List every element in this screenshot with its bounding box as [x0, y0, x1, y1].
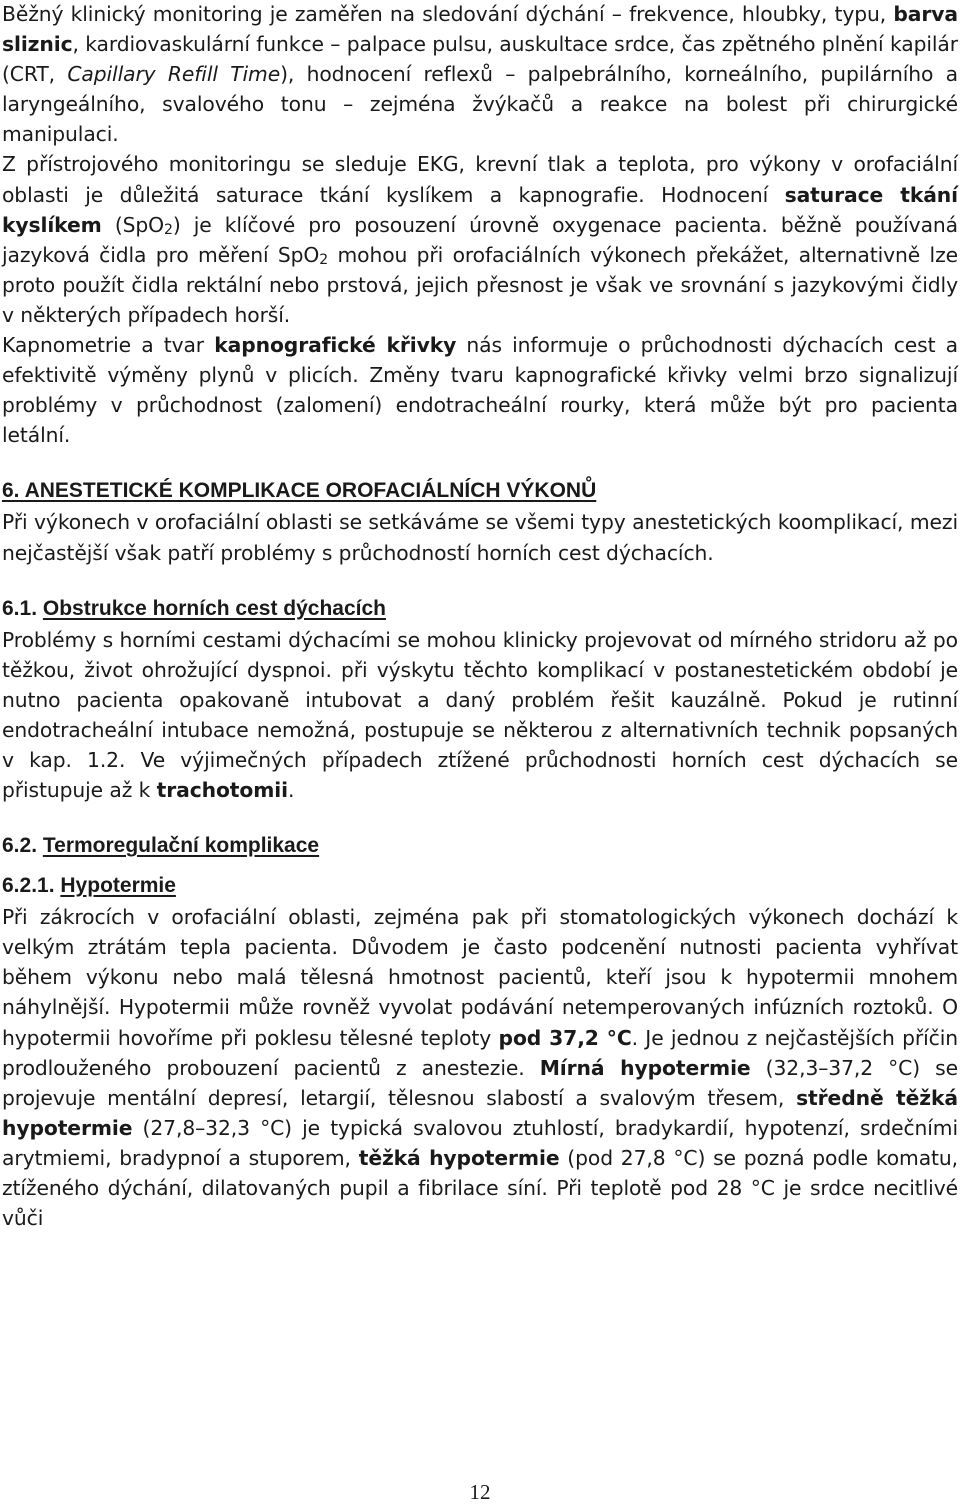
bold-term: středně těžká hypotermie	[2, 1085, 958, 1140]
italic-term: Capillary Refill Time	[67, 62, 281, 87]
text-run: .	[287, 778, 295, 803]
heading-number: 6.1.	[2, 596, 43, 620]
paragraph-clinical-monitoring	[2, 0, 958, 149]
text-run: (SpO	[101, 212, 165, 237]
heading-number: 6.2.1.	[2, 874, 61, 898]
paragraph-instrument-monitoring	[2, 149, 958, 330]
heading-title: Obstrukce horních cest dýchacích	[42, 596, 386, 620]
subscript: 2	[164, 221, 173, 238]
text-run: nás informuje o průchodnosti dýchacích cest a efektivitě výměny plynů v plicích. Změny tvaru kapnografické křivky velmi brzo signalizují problémy v průchodnost (zalomení) endotracheální rourky, která může být pro pacienta letální.	[2, 333, 958, 448]
bold-term: saturace tkání kyslíkem	[2, 182, 958, 237]
subscript: 2	[319, 251, 329, 268]
text-run: . Je jednou z nejčastějších příčin prodlouženého probouzení pacientů z anestezie.	[2, 1025, 958, 1080]
text-run: ), hodnocení reflexů – palpebrálního, korneálního, pupilárního a laryngeálního, svalového tonu – zejména žvýkačů a reakce na bolest při chirurgické manipulaci.	[2, 62, 958, 147]
text-run: (32,3–37,2 °C) se projevuje mentální depresí, letargií, tělesnou slabostí a svalovým třesem,	[2, 1055, 958, 1110]
document-page	[2, 0, 958, 1233]
bold-term: pod 37,2 °C	[498, 1025, 632, 1050]
text-run: (27,8–32,3 °C) je typická svalovou ztuhlostí, bradykardií, hypotenzí, srdečními arytmiemi, bradypnoí a stuporem,	[2, 1115, 958, 1170]
text-run: , kardiovaskulární funkce – palpace pulsu, auskultace srdce, čas zpětného plnění kapilár (CRT,	[2, 32, 958, 87]
heading-title: Hypotermie	[60, 874, 176, 898]
heading-title: Termoregulační komplikace	[42, 834, 320, 858]
bold-term: kapnografické křivky	[214, 333, 457, 358]
paragraph-capnometry	[2, 330, 958, 450]
bold-term: Mírná hypotermie	[539, 1055, 751, 1080]
text-run: Z přístrojového monitoringu se sleduje EKG, krevní tlak a teplota, pro výkony v orofaciální oblasti je důležitá saturace tkání kyslíkem a kapnografie. Hodnocení	[2, 152, 958, 207]
text-run: Běžný klinický monitoring je zaměřen na sledování dýchání – frekvence, hloubky, typu,	[2, 2, 894, 26]
text-run: mohou při orofaciálních výkonech překážet, alternativně lze proto použít čidla rektální nebo prstová, jejich přesnost je však ve srovnání s jazykovými čidly v některých případech horší.	[2, 242, 958, 327]
bold-term: barva sliznic	[2, 2, 958, 57]
bold-term: těžká hypotermie	[358, 1145, 560, 1170]
bold-term: trachotomii	[156, 778, 288, 803]
page-number: 12	[469, 1480, 491, 1504]
heading-number: 6.2.	[2, 834, 43, 858]
paragraph-section-6-1	[2, 625, 958, 806]
section-heading-6: 6. ANESTETICKÉ KOMPLIKACE OROFACIÁLNÍCH VÝKONŮ	[2, 479, 597, 503]
paragraph-section-6-2-1	[2, 902, 958, 1233]
section-heading-6-2-1	[2, 870, 958, 902]
text-run: Při zákrocích v orofaciální oblasti, zejména pak při stomatologických výkonech dochází k velkým ztrátám tepla pacienta. Důvodem je často podcenění nutnosti pacienta vyhřívat během výkonu nebo malá tělesná hmotnost pacientů, kteří jsou k hypotermii mnohem náhylnější. Hypotermii může rovněž vyvolat podávání netemperovaných infúzních roztoků. O hypotermii hovoříme při poklesu tělesné teploty	[2, 905, 958, 1050]
text-run: Problémy s horními cestami dýchacími se mohou klinicky projevovat od mírného stridoru až po těžkou, život ohrožující dyspnoi. při výskytu těchto komplikací v postanestetickém období je nutno pacienta opakovaně intubovat a daný problém řešit kauzálně. Pokud je rutinní endotracheální intubace nemožná, postupuje se některou z alternativních technik popsaných v kap. 1.2. Ve výjimečných případech ztížené průchodnosti horních cest dýchacích se přistupuje až k	[2, 627, 958, 803]
text-run: ) je klíčové pro posouzení úrovně oxygenace pacienta. běžně používaná jazyková čidla pro měření SpO	[2, 212, 958, 267]
paragraph-section-6: Při výkonech v orofaciální oblasti se setkáváme se všemi typy anestetických koomplikací, mezi nejčastější však patří problémy s průchodností horních cest dýchacích.	[2, 510, 958, 565]
section-heading-6-2	[2, 830, 958, 862]
section-heading-6-1	[2, 593, 958, 625]
text-run: (pod 27,8 °C) se pozná podle komatu, ztíženého dýchání, dilatovaných pupil a fibrilace síní. Při teplotě pod 28 °C je srdce necitlivé vůči	[2, 1145, 958, 1231]
text-run: Kapnometrie a tvar	[2, 333, 215, 358]
